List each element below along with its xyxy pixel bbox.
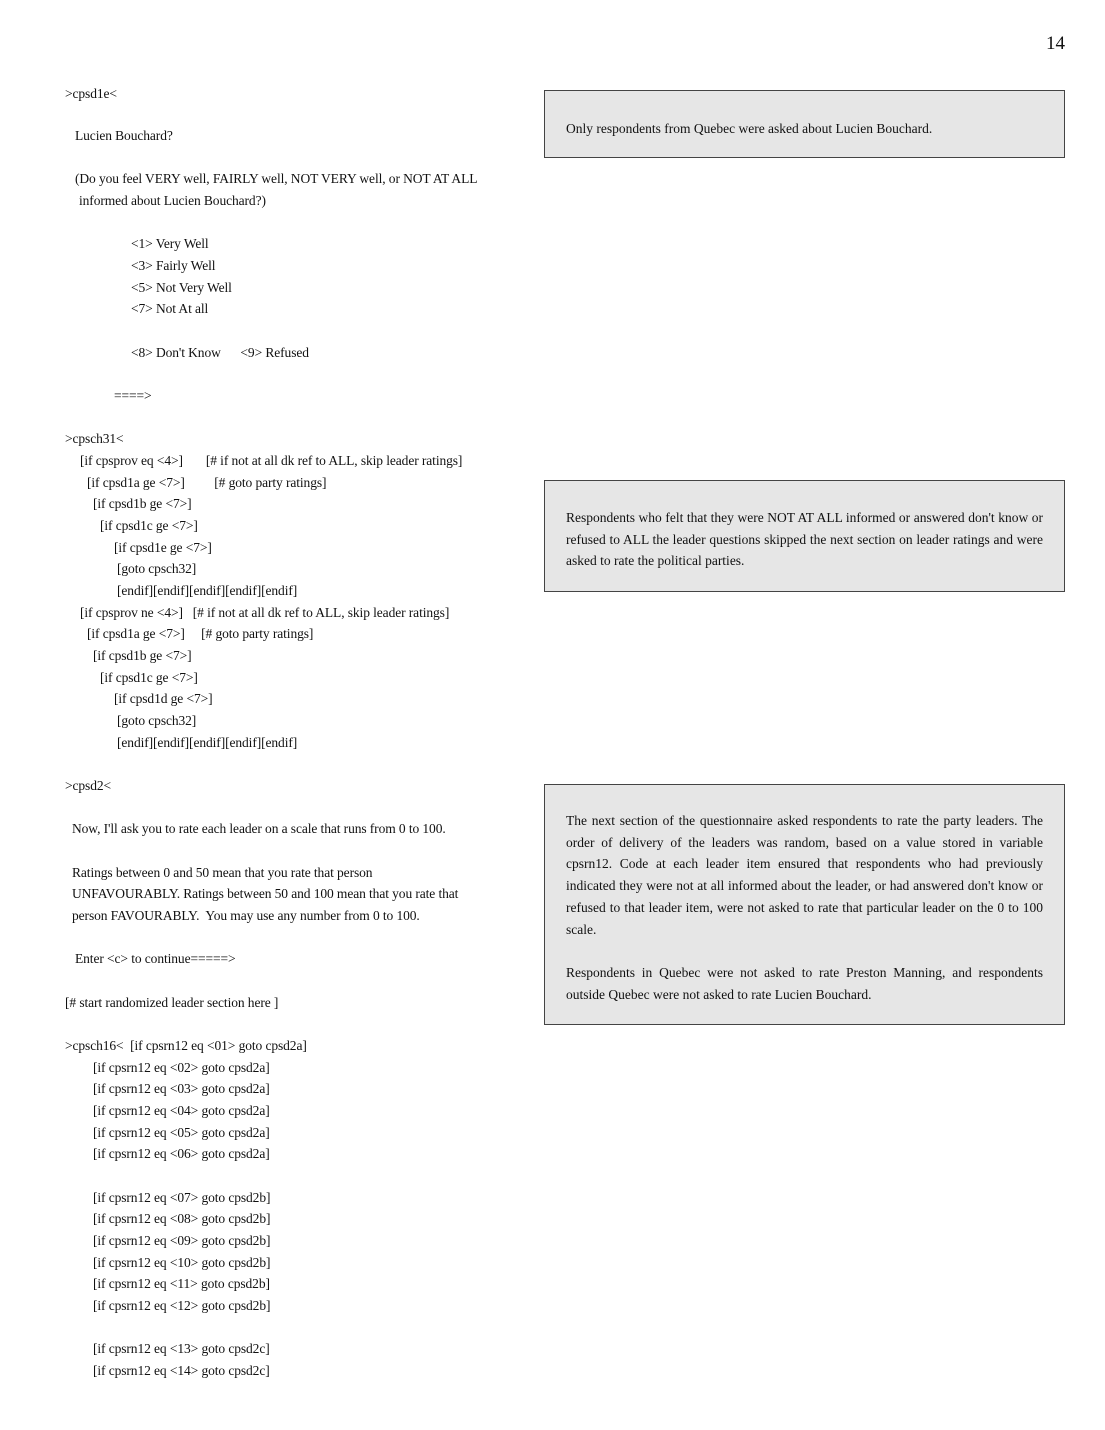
skip-logic-line: [if cpsd1d ge <7>] — [114, 691, 213, 706]
skip-logic-line: [if cpsd1b ge <7>] — [93, 648, 192, 663]
skip-logic-line: [if cpsprov eq <4>] [# if not at all dk ref to ALL, skip leader ratings] — [80, 453, 463, 468]
skip-logic-line: [if cpsd1a ge <7>] [# goto party ratings] — [87, 475, 327, 490]
randomization-line: [if cpsrn12 eq <12> goto cpsd2b] — [93, 1298, 271, 1313]
skip-logic-line: [if cpsd1c ge <7>] — [100, 518, 198, 533]
annotation-box-skip — [544, 480, 1065, 592]
interviewer-instruction: informed about Lucien Bouchard?) — [79, 193, 266, 208]
randomization-line: [if cpsrn12 eq <06> goto cpsd2a] — [93, 1146, 270, 1161]
page-number: 14 — [1046, 33, 1065, 54]
answer-option: <5> Not Very Well — [131, 280, 232, 295]
skip-logic-line: [goto cpsch32] — [117, 713, 197, 728]
randomization-line: [if cpsrn12 eq <09> goto cpsd2b] — [93, 1233, 271, 1248]
skip-logic-line: [if cpsd1b ge <7>] — [93, 496, 192, 511]
annotation-text: Respondents in Quebec were not asked to rate Preston Manning, and respondents outside Quebec were not asked to rate Lucien Bouchard. — [566, 964, 1043, 1002]
answer-option: <1> Very Well — [131, 236, 209, 251]
skip-logic-line: [endif][endif][endif][endif][endif] — [117, 735, 298, 750]
answer-option: <8> Don't Know <9> Refused — [131, 345, 309, 360]
code-comment: [# start randomized leader section here ] — [65, 995, 279, 1010]
annotation-box-quebec — [544, 90, 1065, 158]
randomization-line: [if cpsrn12 eq <10> goto cpsd2b] — [93, 1255, 271, 1270]
skip-logic-line: [goto cpsch32] — [117, 561, 197, 576]
question-text: UNFAVOURABLY. Ratings between 50 and 100 mean that you rate that — [72, 886, 459, 901]
annotation-box-ratings — [544, 784, 1065, 1025]
skip-logic-line: [if cpsd1e ge <7>] — [114, 540, 212, 555]
randomization-line: [if cpsrn12 eq <08> goto cpsd2b] — [93, 1211, 271, 1226]
randomization-line: [if cpsrn12 eq <11> goto cpsd2b] — [93, 1276, 270, 1291]
entry-prompt: ====> — [114, 388, 152, 403]
randomization-line: [if cpsrn12 eq <14> goto cpsd2c] — [93, 1363, 270, 1378]
annotation-text: Only respondents from Quebec were asked about Lucien Bouchard. — [566, 121, 933, 136]
randomization-line: [if cpsrn12 eq <13> goto cpsd2c] — [93, 1341, 270, 1356]
randomization-line: [if cpsrn12 eq <05> goto cpsd2a] — [93, 1125, 270, 1140]
skip-logic-line: [if cpsd1a ge <7>] [# goto party ratings] — [87, 626, 314, 641]
question-text: Ratings between 0 and 50 mean that you rate that person — [72, 865, 373, 880]
question-text: Now, I'll ask you to rate each leader on a scale that runs from 0 to 100. — [72, 821, 446, 836]
question-id-cpsch31: >cpsch31< — [65, 431, 124, 446]
skip-logic-line: [endif][endif][endif][endif][endif] — [117, 583, 298, 598]
randomization-line: [if cpsrn12 eq <04> goto cpsd2a] — [93, 1103, 270, 1118]
question-id-cpsd2: >cpsd2< — [65, 778, 112, 793]
answer-option: <7> Not At all — [131, 301, 209, 316]
skip-logic-line: [if cpsd1c ge <7>] — [100, 670, 198, 685]
annotation-text: The next section of the questionnaire asked respondents to rate the party leaders. The order of delivery of the leaders was random, based on a value stored in variable cpsrn12. Code at each leader item ensured that respondents who had previously indicated they were not at all informed about the leader, or had answered don't know or refused to that leader item, were not asked to rate that particular leader on the 0 to 100 scale. — [566, 813, 1043, 937]
question-text: Lucien Bouchard? — [75, 128, 173, 143]
randomization-line: [if cpsrn12 eq <03> goto cpsd2a] — [93, 1081, 270, 1096]
question-text: person FAVOURABLY. You may use any number from 0 to 100. — [72, 908, 420, 923]
skip-logic-line: [if cpsprov ne <4>] [# if not at all dk ref to ALL, skip leader ratings] — [80, 605, 450, 620]
interviewer-instruction: (Do you feel VERY well, FAIRLY well, NOT VERY well, or NOT AT ALL — [75, 171, 478, 186]
question-id-cpsch16: >cpsch16< [if cpsrn12 eq <01> goto cpsd2a] — [65, 1038, 307, 1053]
entry-prompt: Enter <c> to continue=====> — [75, 951, 236, 966]
question-id-cpsd1e: >cpsd1e< — [65, 86, 117, 101]
randomization-line: [if cpsrn12 eq <02> goto cpsd2a] — [93, 1060, 270, 1075]
annotation-text: Respondents who felt that they were NOT AT ALL informed or answered don't know or refused to ALL the leader questions skipped the next section on leader ratings and were asked to rate the political parties. — [566, 510, 1043, 569]
answer-option: <3> Fairly Well — [131, 258, 216, 273]
randomization-line: [if cpsrn12 eq <07> goto cpsd2b] — [93, 1190, 271, 1205]
